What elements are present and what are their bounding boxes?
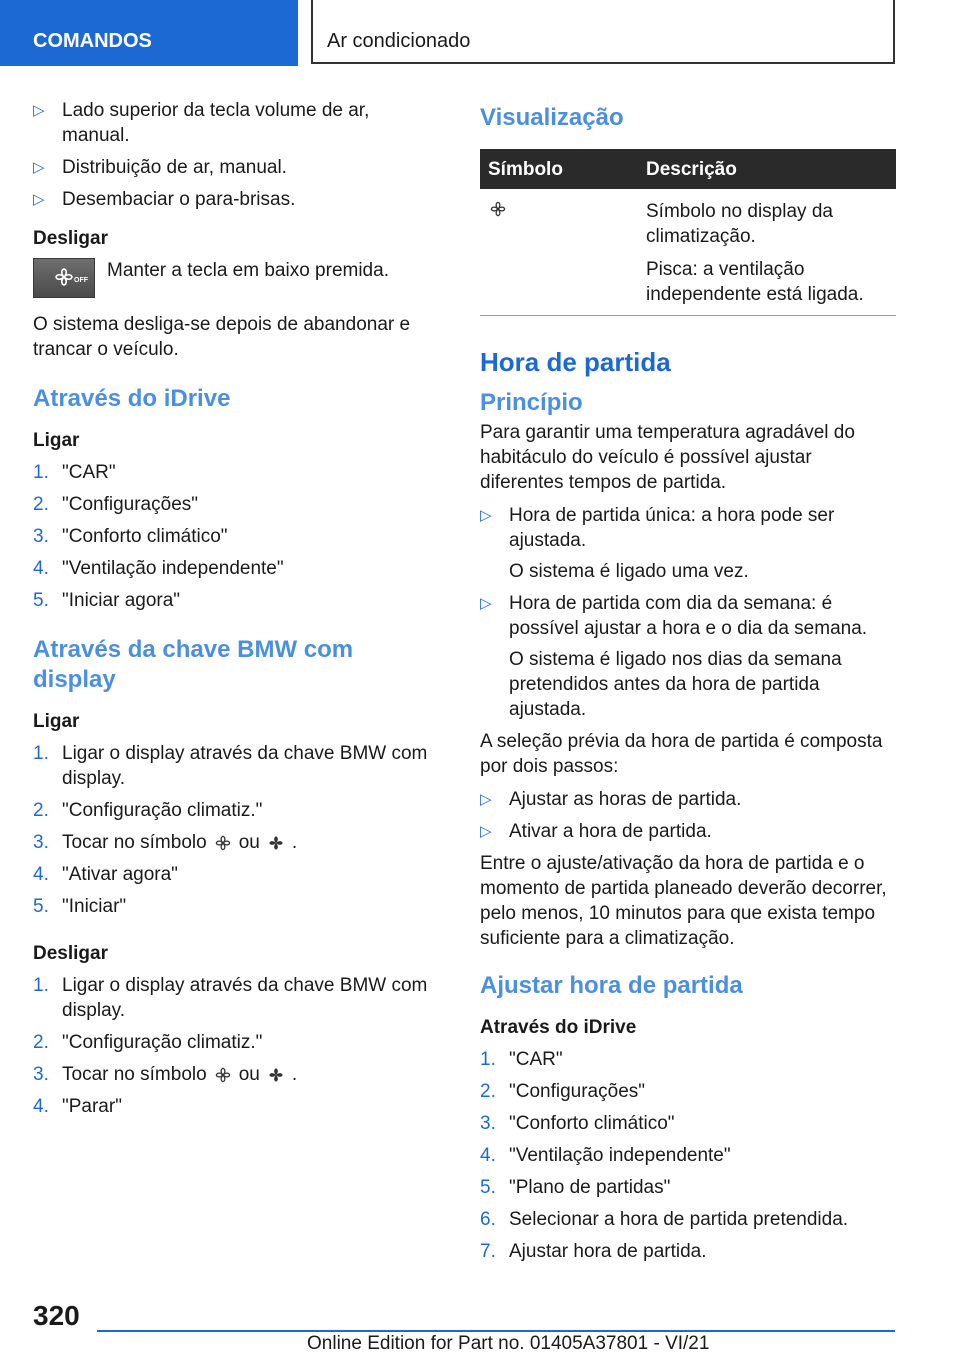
- numbered-step: 3. "Conforto climático": [480, 1113, 675, 1134]
- numbered-step: 2. "Configurações": [480, 1081, 646, 1102]
- table-header-symbol: Símbolo: [480, 149, 638, 189]
- numbered-step: 3. Tocar no símbolo ou .: [33, 832, 298, 853]
- table-row: [480, 189, 896, 316]
- button-text: Manter a tecla em baixo premida.: [107, 260, 389, 281]
- fan-active-icon: [266, 1065, 286, 1085]
- triangle-bullet-icon: ▷: [480, 507, 492, 524]
- bullet-item: ▷ Hora de partida com dia da semana: é possível ajustar a hora e o dia da semana. O sistema é ligado nos dias da semana pretendidos antes da hora de partida ajustada.: [480, 593, 868, 720]
- numbered-step: 3. "Conforto climático": [33, 526, 228, 547]
- numbered-step: 5. "Iniciar": [33, 896, 127, 917]
- symbol-table: [480, 149, 896, 316]
- subheading-ligar: Ligar: [33, 430, 80, 451]
- triangle-bullet-icon: ▷: [480, 791, 492, 808]
- numbered-step: 1. "CAR": [480, 1049, 563, 1070]
- numbered-step: 6. Selecionar a hora de partida pretendida.: [480, 1209, 849, 1230]
- numbered-step: 1. "CAR": [33, 462, 116, 483]
- paragraph: A seleção prévia da hora de partida é composta por dois passos:: [480, 731, 883, 777]
- numbered-step: 1. Ligar o display através da chave BMW com display.: [33, 975, 428, 1021]
- chapter-tab: Ar condicionado: [311, 0, 895, 64]
- triangle-bullet-icon: ▷: [33, 159, 45, 176]
- numbered-step: 1. Ligar o display através da chave BMW com display.: [33, 743, 428, 789]
- heading-visualizacao: Visualização: [480, 104, 624, 131]
- section-tab: COMANDOS: [0, 0, 298, 66]
- triangle-bullet-icon: ▷: [480, 823, 492, 840]
- numbered-step: 4. "Ventilação independente": [480, 1145, 731, 1166]
- triangle-bullet-icon: ▷: [480, 595, 492, 612]
- table-cell-symbol: [480, 189, 638, 316]
- numbered-step: 4. "Ventilação independente": [33, 558, 284, 579]
- heading-ajustar-hora: Ajustar hora de partida: [480, 972, 743, 999]
- button-instruction: [33, 258, 441, 298]
- fan-icon: [213, 1065, 233, 1085]
- paragraph: O sistema desliga-se depois de abandonar e trancar o veículo.: [33, 314, 411, 360]
- bullet-item: ▷ Ajustar as horas de partida.: [480, 789, 742, 810]
- fan-active-icon: [266, 833, 286, 853]
- numbered-step: 4. "Parar": [33, 1096, 122, 1117]
- table-cell-description: Símbolo no display da climatização. Pisca: a ventilação independente está ligada.: [638, 189, 896, 316]
- bullet-item: ▷ Distribuição de ar, manual.: [33, 157, 287, 178]
- footer-divider: [97, 1330, 895, 1332]
- subheading-desligar: Desligar: [33, 228, 108, 249]
- heading-idrive: Através do iDrive: [33, 385, 231, 412]
- page-header: [0, 0, 960, 66]
- paragraph: Para garantir uma temperatura agradável do habitáculo do veículo é possível ajustar diferentes tempos de partida.: [480, 422, 855, 493]
- footer-edition: Online Edition for Part no. 01405A37801 - VI/21: [307, 1333, 710, 1354]
- numbered-step: 4. "Ativar agora": [33, 864, 178, 885]
- numbered-step: 5. "Iniciar agora": [33, 590, 181, 611]
- fan-icon: [213, 833, 233, 853]
- heading-hora-de-partida: Hora de partida: [480, 347, 671, 377]
- off-label: OFF: [74, 277, 88, 284]
- right-column: [480, 103, 896, 1271]
- numbered-step: 5. "Plano de partidas": [480, 1177, 671, 1198]
- numbered-step: 2. "Configuração climatiz.": [33, 800, 263, 821]
- bullet-item: ▷ Desembaciar o para-brisas.: [33, 189, 296, 210]
- table-header-row: [480, 149, 896, 189]
- left-column: [33, 98, 441, 1126]
- fan-off-button-image: [33, 258, 95, 298]
- fan-icon: [488, 199, 508, 219]
- numbered-step: 2. "Configuração climatiz.": [33, 1032, 263, 1053]
- table-header-description: Descrição: [638, 149, 896, 189]
- bullet-item: ▷ Hora de partida única: a hora pode ser ajustada. O sistema é ligado uma vez.: [480, 505, 835, 582]
- numbered-step: 2. "Configurações": [33, 494, 199, 515]
- subheading-desligar: Desligar: [33, 943, 108, 964]
- triangle-bullet-icon: ▷: [33, 102, 45, 119]
- page-number: 320: [33, 1300, 80, 1331]
- bullet-item: ▷ Lado superior da tecla volume de ar, manual.: [33, 100, 370, 146]
- triangle-bullet-icon: ▷: [33, 191, 45, 208]
- fan-icon: [52, 265, 76, 289]
- heading-key-display: Através da chave BMW com display: [33, 636, 354, 693]
- subheading-ligar: Ligar: [33, 711, 80, 732]
- paragraph: Entre o ajuste/ativação da hora de partida e o momento de partida planeado deverão decorrer, pelo menos, 10 minutos para que exista tempo suficiente para a climatização.: [480, 853, 887, 949]
- numbered-step: 7. Ajustar hora de partida.: [480, 1241, 707, 1262]
- numbered-step: 3. Tocar no símbolo ou .: [33, 1064, 298, 1085]
- heading-principio: Princípio: [480, 389, 583, 416]
- subheading-idrive: Através do iDrive: [480, 1017, 637, 1038]
- bullet-item: ▷ Ativar a hora de partida.: [480, 821, 712, 842]
